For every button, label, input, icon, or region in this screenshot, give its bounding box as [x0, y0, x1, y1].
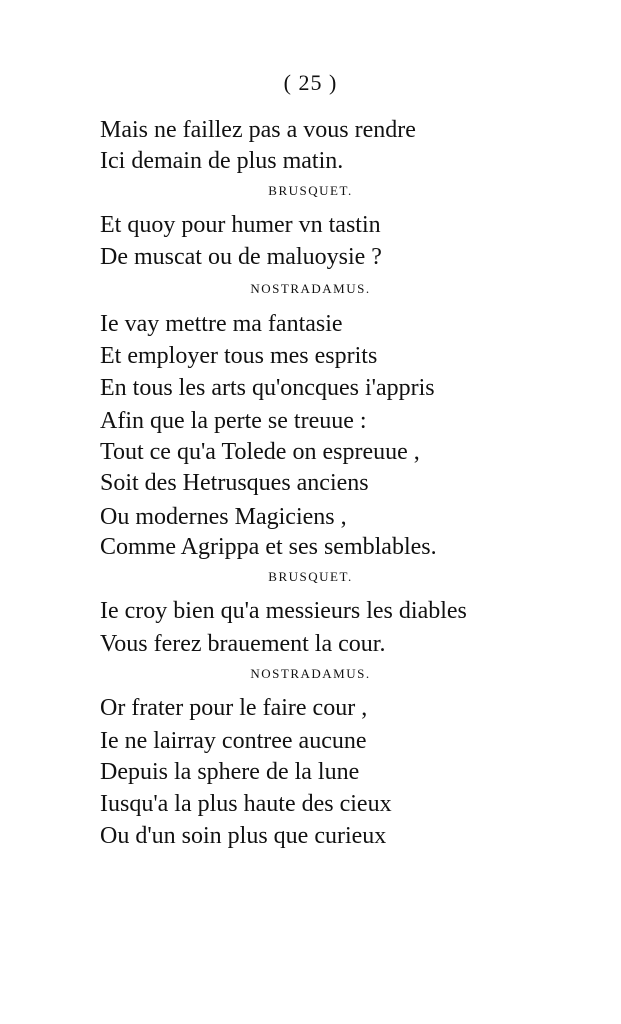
speaker-name: NOSTRADAMUS. [250, 666, 371, 681]
verse-line: Depuis la sphere de la lune [100, 759, 360, 785]
verse-line: Afin que la perte se treuue : [100, 408, 367, 434]
verse-line: Comme Agrippa et ses semblables. [100, 534, 437, 560]
verse-line: Ou d'un soin plus que curieux [100, 823, 387, 849]
verse-line: De muscat ou de maluoysie ? [100, 244, 382, 270]
page-number: ( 25 ) [283, 70, 338, 95]
verse-line: Et employer tous mes esprits [100, 343, 378, 369]
verse-line: Iusqu'a la plus haute des cieux [100, 791, 392, 817]
verse-line: Ici demain de plus matin. [100, 148, 344, 174]
verse-line: Vous ferez brauement la cour. [100, 631, 386, 657]
verse-line: Mais ne faillez pas a vous rendre [100, 117, 416, 143]
speaker-name: NOSTRADAMUS. [250, 281, 371, 296]
verse-line: Et quoy pour humer vn tastin [100, 212, 381, 238]
speaker-name: BRUSQUET. [268, 183, 353, 198]
verse-line: Ou modernes Magiciens , [100, 504, 347, 530]
verse-line: Ie vay mettre ma fantasie [100, 311, 343, 337]
verse-line: Ie croy bien qu'a messieurs les diables [100, 598, 467, 624]
verse-line: Soit des Hetrusques anciens [100, 470, 369, 496]
speaker-name: BRUSQUET. [268, 569, 353, 584]
verse-line: Or frater pour le faire cour , [100, 695, 368, 721]
verse-line: En tous les arts qu'oncques i'appris [100, 375, 435, 401]
verse-line: Tout ce qu'a Tolede on espreuue , [100, 439, 420, 465]
verse-line: Ie ne lairray contree aucune [100, 728, 367, 754]
